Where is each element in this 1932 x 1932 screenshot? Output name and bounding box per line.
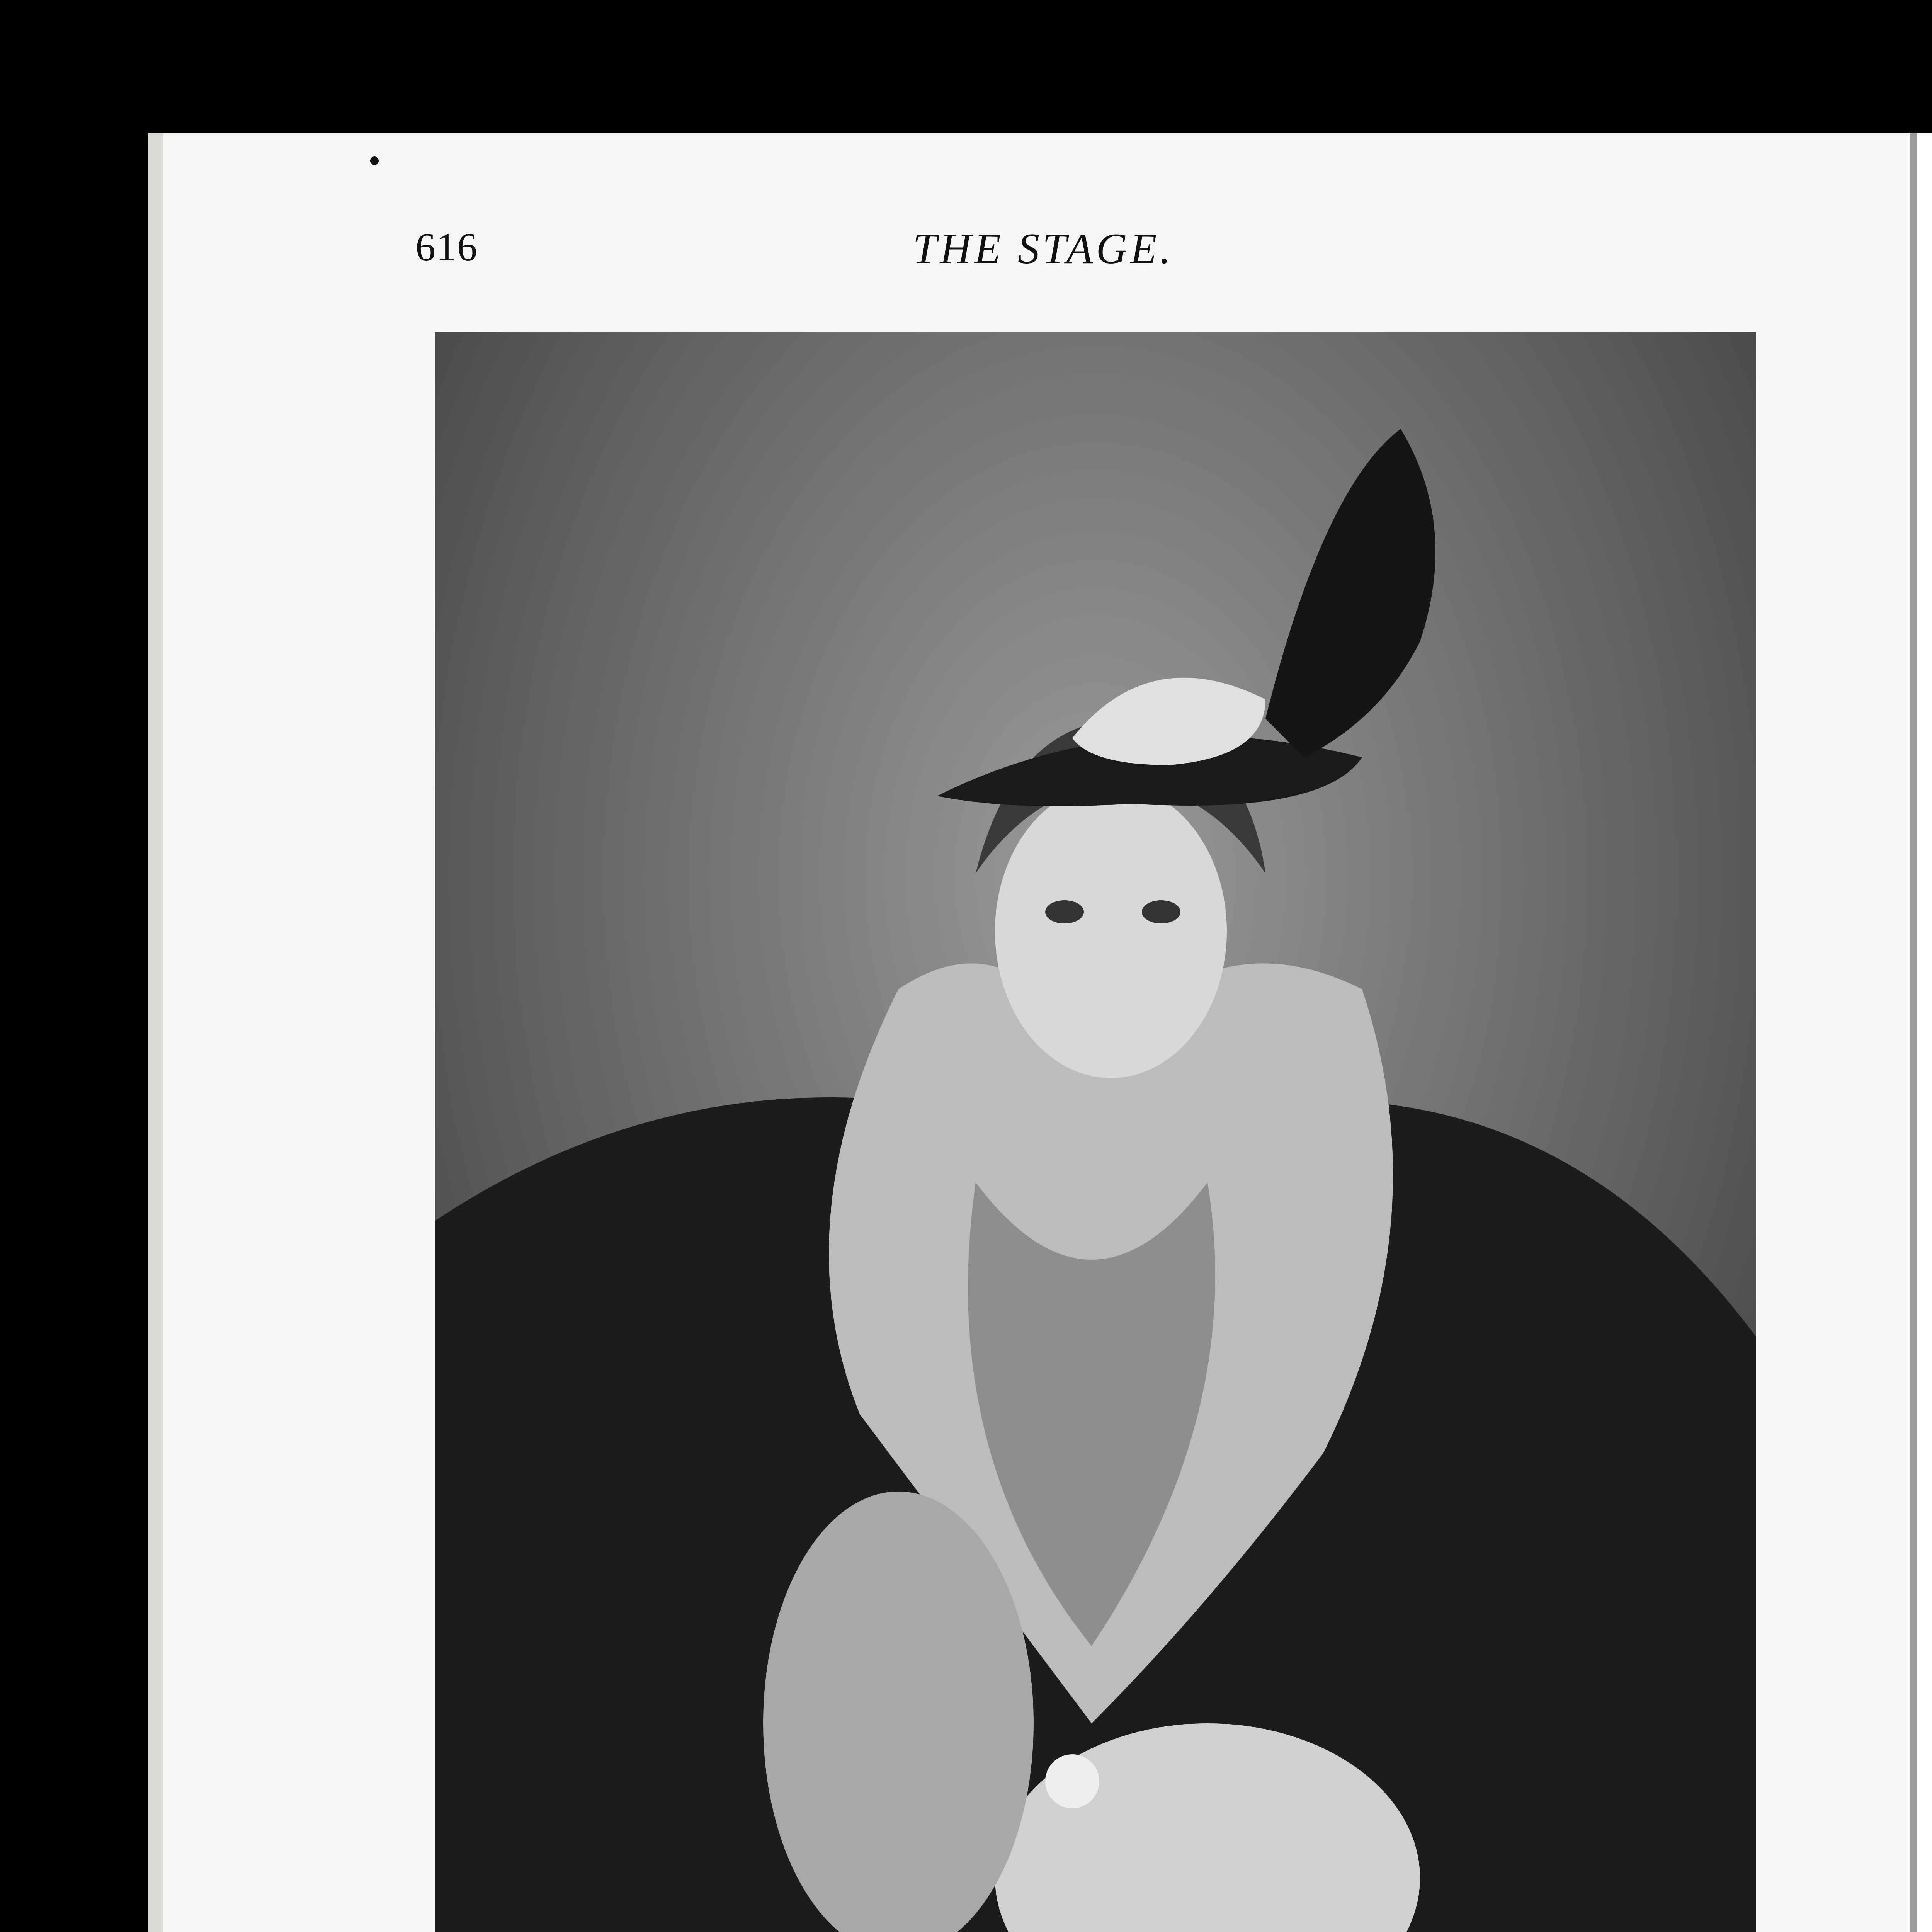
facing-page-edge bbox=[1917, 133, 1932, 1932]
running-head: THE STAGE. bbox=[913, 225, 1174, 273]
ink-speck bbox=[370, 156, 379, 165]
page-number: 616 bbox=[415, 225, 478, 269]
page-gutter bbox=[1910, 133, 1917, 1932]
portrait-photograph bbox=[435, 332, 1756, 1932]
